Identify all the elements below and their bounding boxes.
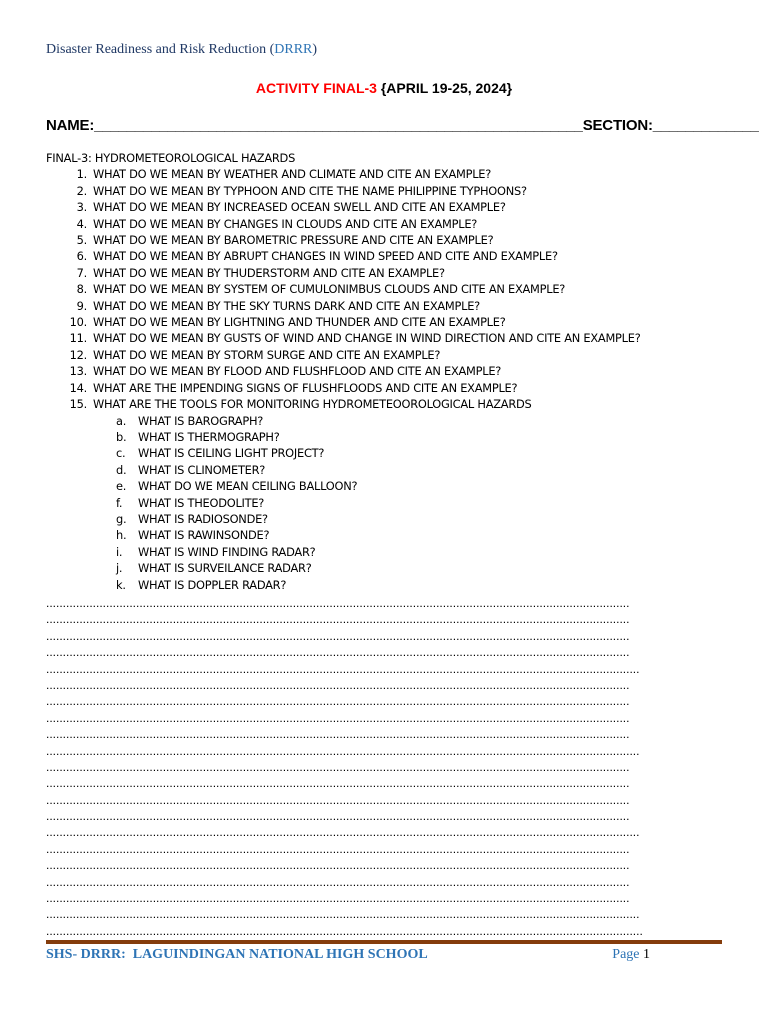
question-item xyxy=(46,216,726,232)
question-item xyxy=(46,314,726,330)
question-item-text: WHAT DO WE MEAN BY SYSTEM OF CUMULONIMBUS CLOUDS AND CITE AN EXAMPLE? xyxy=(93,282,566,297)
sub-question-item xyxy=(46,495,726,511)
question-item-number: 11. xyxy=(69,331,87,346)
question-item-number: 3. xyxy=(76,200,87,215)
question-item-text: WHAT DO WE MEAN BY STORM SURGE AND CITE AN EXAMPLE? xyxy=(93,347,441,362)
sub-question-item-text: WHAT IS DOPPLER RADAR? xyxy=(138,577,287,592)
sub-question-item xyxy=(46,445,726,461)
activity-title-date: {APRIL 19-25, 2024} xyxy=(376,80,513,96)
page-footer xyxy=(46,947,722,963)
sub-question-item-number: j. xyxy=(116,561,123,576)
question-item xyxy=(46,166,726,182)
page-indicator xyxy=(612,947,650,963)
question-item-text: WHAT DO WE MEAN BY BAROMETRIC PRESSURE AND CITE AN EXAMPLE? xyxy=(93,233,494,248)
sub-question-item xyxy=(46,577,726,593)
sub-question-item-text: WHAT IS RAWINSONDE? xyxy=(138,528,270,543)
sub-question-item xyxy=(46,429,726,445)
question-item-number: 9. xyxy=(76,298,87,313)
answer-line: ............................................................................................................................................................................... xyxy=(46,776,630,791)
answer-line: ............................................................................................................................................................................... xyxy=(46,858,630,873)
question-item-number: 1. xyxy=(76,167,87,182)
question-item xyxy=(46,183,726,199)
sub-question-item-number: i. xyxy=(116,544,123,559)
answer-line: .................................................................................................................................................................................. xyxy=(46,743,640,758)
sub-question-item xyxy=(46,511,726,527)
question-item xyxy=(46,396,726,412)
answer-line: ............................................................................................................................................................................... xyxy=(46,727,630,742)
question-item xyxy=(46,248,726,264)
sub-question-item-number: c. xyxy=(116,446,126,461)
sub-question-item-number: b. xyxy=(116,429,127,444)
question-item-number: 6. xyxy=(76,249,87,264)
subject-suffix: ) xyxy=(312,42,318,57)
answer-line: ............................................................................................................................................................................... xyxy=(46,710,630,725)
footer-school: LAGUINDINGAN NATIONAL HIGH SCHOOL xyxy=(132,947,428,962)
page-number: 1 xyxy=(643,947,650,962)
question-item-text: WHAT DO WE MEAN BY INCREASED OCEAN SWELL AND CITE AN EXAMPLE? xyxy=(93,200,506,215)
answer-line: ............................................................................................................................................................................... xyxy=(46,628,630,643)
activity-title-red: ACTIVITY FINAL-3 xyxy=(255,80,377,96)
question-item-number: 4. xyxy=(76,216,87,231)
sub-question-item xyxy=(46,462,726,478)
question-item-number: 10. xyxy=(69,315,87,330)
sub-question-item-text: WHAT IS CEILING LIGHT PROJECT? xyxy=(138,446,325,461)
sub-question-item-number: k. xyxy=(116,577,126,592)
question-item-number: 12. xyxy=(69,347,87,362)
section-title: FINAL-3: HYDROMETEOROLOGICAL HAZARDS xyxy=(46,151,296,165)
question-item xyxy=(46,330,726,346)
question-item-text: WHAT DO WE MEAN BY FLOOD AND FLUSHFLOOD AND CITE AN EXAMPLE? xyxy=(93,364,502,379)
question-item-number: 5. xyxy=(76,233,87,248)
question-item xyxy=(46,265,726,281)
answer-line: ............................................................................................................................................................................... xyxy=(46,809,630,824)
answer-line: ............................................................................................................................................................................... xyxy=(46,841,630,856)
question-item-number: 15. xyxy=(69,397,87,412)
sub-question-item xyxy=(46,478,726,494)
sub-question-item xyxy=(46,544,726,560)
question-item-number: 8. xyxy=(76,282,87,297)
question-item-number: 14. xyxy=(69,380,87,395)
footer-label: SHS- DRRR: xyxy=(46,947,126,962)
answer-line: ............................................................................................................................................................................... xyxy=(46,792,630,807)
question-list xyxy=(46,166,726,412)
sub-question-item-text: WHAT DO WE MEAN CEILING BALLOON? xyxy=(138,479,358,494)
page-label: Page xyxy=(612,947,643,962)
sub-question-item-text: WHAT IS SURVEILANCE RADAR? xyxy=(138,561,312,576)
answer-line: ............................................................................................................................................................................... xyxy=(46,596,630,610)
sub-question-item-number: a. xyxy=(116,413,127,428)
question-item-text: WHAT ARE THE TOOLS FOR MONITORING HYDROMETEOOROLOGICAL HAZARDS xyxy=(93,397,532,412)
answer-line: ............................................................................................................................................................................... xyxy=(46,612,630,627)
sub-question-item-text: WHAT IS CLINOMETER? xyxy=(138,462,266,477)
sub-question-item-number: g. xyxy=(116,511,127,526)
answer-line: .................................................................................................................................................................................. xyxy=(46,907,640,922)
answer-lines xyxy=(46,595,726,939)
question-item-text: WHAT DO WE MEAN BY TYPHOON AND CITE THE NAME PHILIPPINE TYPHOONS? xyxy=(93,183,527,198)
sub-question-item-text: WHAT IS THEODOLITE? xyxy=(138,495,265,510)
answer-line: ............................................................................................................................................................................... xyxy=(46,874,630,889)
footer-rule xyxy=(46,940,722,944)
question-item xyxy=(46,281,726,297)
answer-line: .................................................................................................................................................................................. xyxy=(46,825,640,840)
sub-question-item-text: WHAT IS THERMOGRAPH? xyxy=(138,429,280,444)
sub-question-item-number: h. xyxy=(116,528,127,543)
answer-line: ................................................................................................................................................................................... xyxy=(46,923,643,938)
answer-line: ............................................................................................................................................................................... xyxy=(46,759,630,774)
sub-question-item xyxy=(46,413,726,429)
subject-abbr: DRRR xyxy=(274,42,313,57)
answer-line: ............................................................................................................................................................................... xyxy=(46,694,630,709)
question-item-text: WHAT DO WE MEAN BY GUSTS OF WIND AND CHANGE IN WIND DIRECTION AND CITE AN EXAMPLE? xyxy=(93,331,641,346)
document-header xyxy=(46,42,317,58)
question-item-text: WHAT DO WE MEAN BY THUDERSTORM AND CITE AN EXAMPLE? xyxy=(93,265,445,280)
question-item-number: 7. xyxy=(76,265,87,280)
name-section-line: NAME:____________________________________________________________SECTION:_____________ xyxy=(46,117,759,134)
sub-question-item-number: e. xyxy=(116,479,127,494)
sub-question-item xyxy=(46,560,726,576)
question-item-number: 2. xyxy=(76,183,87,198)
question-item-text: WHAT DO WE MEAN BY ABRUPT CHANGES IN WIND SPEED AND CITE AND EXAMPLE? xyxy=(93,249,558,264)
sub-question-item-text: WHAT IS BAROGRAPH? xyxy=(138,413,264,428)
question-item xyxy=(46,232,726,248)
answer-line: .................................................................................................................................................................................. xyxy=(46,661,640,676)
question-item-text: WHAT DO WE MEAN BY CHANGES IN CLOUDS AND CITE AN EXAMPLE? xyxy=(93,216,478,231)
answer-line: ............................................................................................................................................................................... xyxy=(46,891,630,906)
subject-prefix: Disaster Readiness and Risk Reduction ( xyxy=(46,42,275,57)
answer-line: ............................................................................................................................................................................... xyxy=(46,645,630,660)
sub-question-item xyxy=(46,527,726,543)
sub-question-item-number: f. xyxy=(116,495,123,510)
sub-question-item-number: d. xyxy=(116,462,127,477)
question-item-text: WHAT DO WE MEAN BY THE SKY TURNS DARK AND CITE AN EXAMPLE? xyxy=(93,298,480,313)
question-item-text: WHAT ARE THE IMPENDING SIGNS OF FLUSHFLOODS AND CITE AN EXAMPLE? xyxy=(93,380,518,395)
sub-question-item-text: WHAT IS WIND FINDING RADAR? xyxy=(138,544,316,559)
question-item xyxy=(46,347,726,363)
question-item-text: WHAT DO WE MEAN BY LIGHTNING AND THUNDER AND CITE AN EXAMPLE? xyxy=(93,315,506,330)
question-item xyxy=(46,363,726,379)
sub-question-list xyxy=(46,413,726,593)
question-item xyxy=(46,298,726,314)
question-item xyxy=(46,199,726,215)
question-item-text: WHAT DO WE MEAN BY WEATHER AND CLIMATE AND CITE AN EXAMPLE? xyxy=(93,167,492,182)
question-item xyxy=(46,380,726,396)
question-content xyxy=(46,150,726,593)
question-item-number: 13. xyxy=(69,364,87,379)
activity-title xyxy=(0,80,768,96)
answer-line: ............................................................................................................................................................................... xyxy=(46,677,630,692)
sub-question-item-text: WHAT IS RADIOSONDE? xyxy=(138,511,268,526)
